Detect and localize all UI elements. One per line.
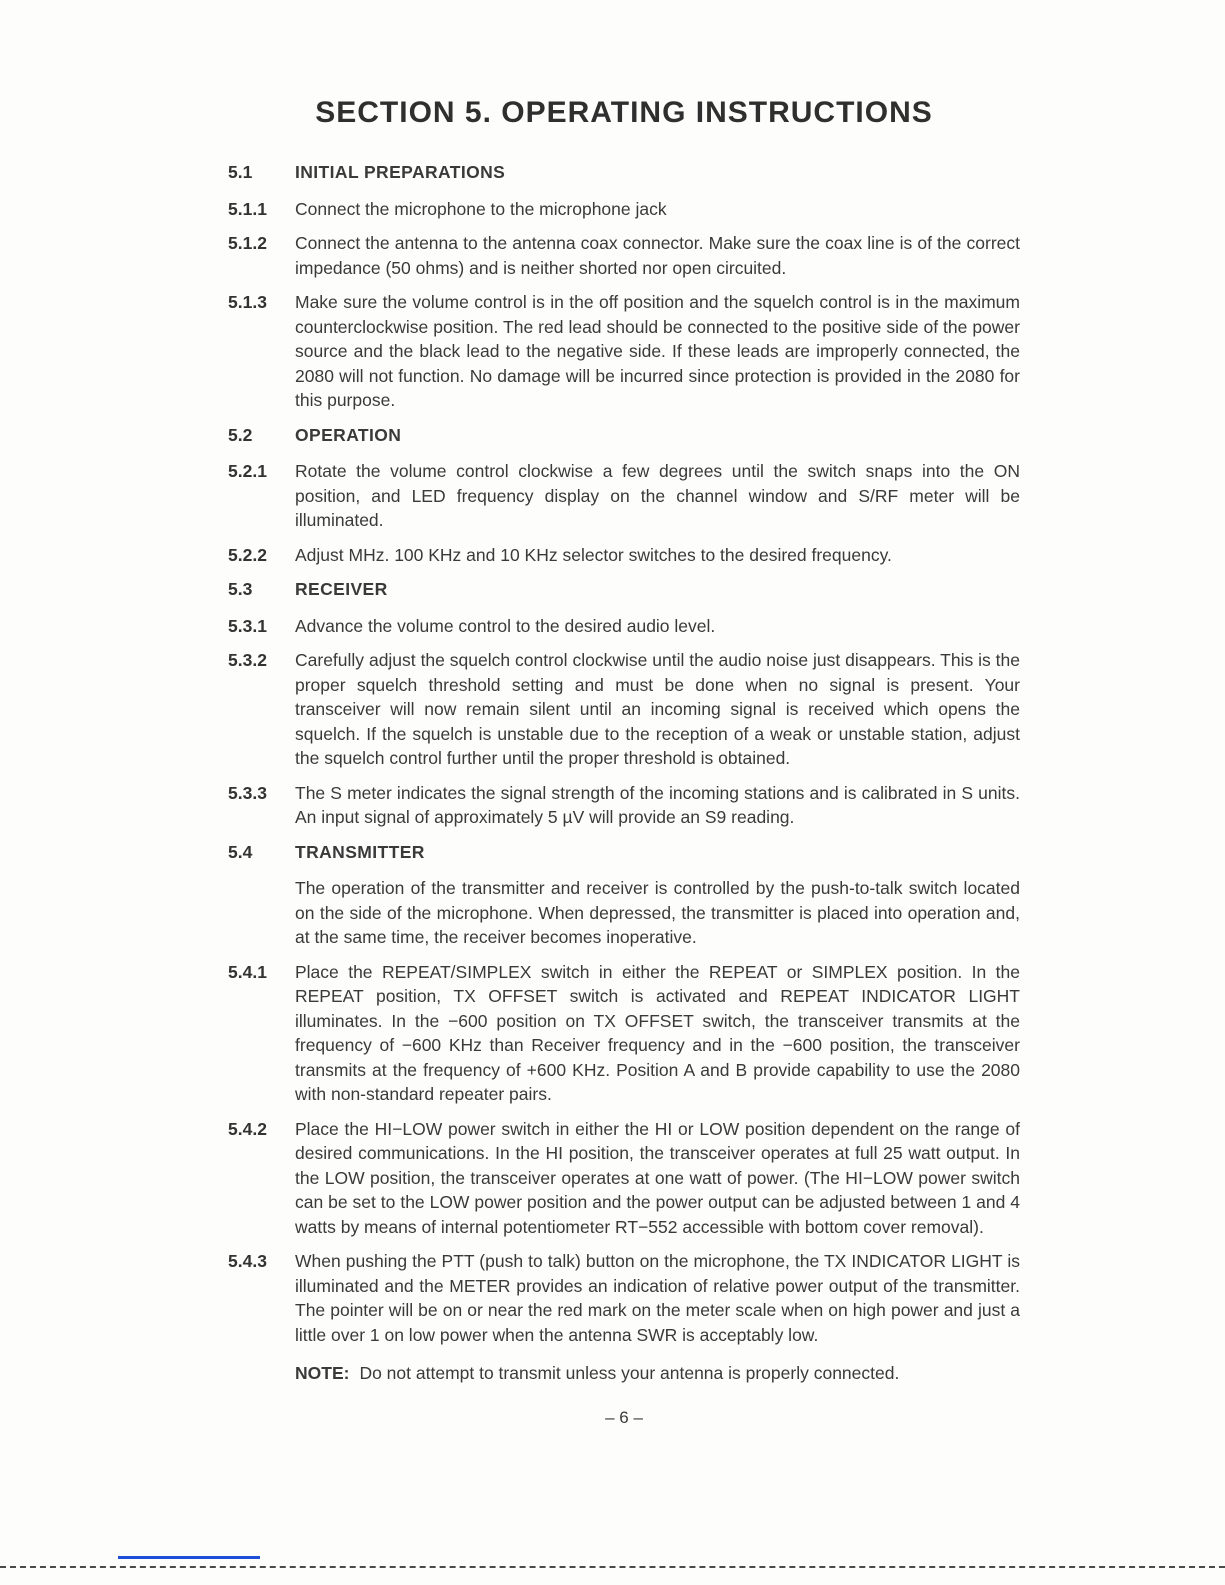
paragraph-5-1-2 xyxy=(228,231,1020,280)
paragraph-5-4-intro xyxy=(228,876,1020,950)
paragraph-text: Place the REPEAT/SIMPLEX switch in either the REPEAT or SIMPLEX position. In the REPEAT position, TX OFFSET switch is activated and REPEAT INDICATOR LIGHT illuminates. In the −600 position on TX OFFSET switch, the transceiver transmits at the frequency of −600 KHz than Receiver frequency and in the −600 position, the transceiver transmits at the frequency of +600 KHz. Position A and B provide capability to use the 2080 with non-standard repeater pairs. xyxy=(295,961,1020,1104)
item-number: 5.1.3 xyxy=(228,292,267,312)
paragraph-text: Advance the volume control to the desired audio level. xyxy=(295,615,716,636)
item-number: 5.1.2 xyxy=(228,233,267,253)
paragraph-text: Place the HI−LOW power switch in either the HI or LOW position dependent on the range of desired communications. In the HI position, the transceiver operates at full 25 watt output. In the LOW position, the transceiver operates at one watt of power. (The HI−LOW power switch can be set to the LOW power position and the power output can be adjusted between 1 and 4 watts by means of internal potentiometer RT−552 accessible with bottom cover removal). xyxy=(295,1118,1020,1237)
paragraph-5-2-2 xyxy=(228,543,1020,568)
section-heading-text: RECEIVER xyxy=(295,579,388,599)
item-number: 5.4.1 xyxy=(228,961,267,982)
section-number: 5.1 xyxy=(228,162,253,182)
paragraph-text: Connect the microphone to the microphone jack xyxy=(295,198,667,219)
section-number: 5.2 xyxy=(228,424,253,445)
section-heading-5-3 xyxy=(228,577,1020,602)
paragraph-5-4-1 xyxy=(228,960,1020,1107)
item-number: 5.2.2 xyxy=(228,544,267,565)
section-number: 5.3 xyxy=(228,579,253,599)
paragraph-5-4-3 xyxy=(228,1249,1020,1347)
paragraph-text: Connect the antenna to the antenna coax connector. Make sure the coax line is of the correct impedance (50 ohms) and is neither shorted nor open circuited. xyxy=(295,233,1020,278)
section-heading-5-1 xyxy=(228,160,1020,185)
section-heading-text: INITIAL PREPARATIONS xyxy=(295,162,506,182)
paragraph-5-3-1 xyxy=(228,614,1020,639)
paragraph-5-1-1 xyxy=(228,197,1020,222)
footer-blue-underline xyxy=(118,1556,260,1559)
paragraph-text: The S meter indicates the signal strength of the incoming stations and is calibrated in S units. An input signal of approximately 5 µV will provide an S9 reading. xyxy=(295,782,1020,827)
paragraph-5-2-1 xyxy=(228,459,1020,533)
section-heading-5-2 xyxy=(228,423,1020,448)
footer-scan-edge-line xyxy=(0,1566,1225,1568)
item-number: 5.3.1 xyxy=(228,615,267,636)
item-number: 5.1.1 xyxy=(228,198,267,219)
paragraph-5-1-3 xyxy=(228,290,1020,413)
section-heading-text: OPERATION xyxy=(295,424,402,445)
note-spacer xyxy=(228,1361,295,1386)
paragraph-5-4-2 xyxy=(228,1117,1020,1240)
note-paragraph xyxy=(228,1361,1020,1386)
page-title: SECTION 5. OPERATING INSTRUCTIONS xyxy=(315,96,933,129)
item-number xyxy=(228,876,295,950)
paragraph-text: Adjust MHz. 100 KHz and 10 KHz selector switches to the desired frequency. xyxy=(295,544,892,565)
note-label: NOTE: xyxy=(295,1363,350,1383)
paragraph-text: The operation of the transmitter and receiver is controlled by the push-to-talk switch located on the side of the microphone. When depressed, the transmitter is placed into operation and, at the same time, the receiver becomes inoperative. xyxy=(295,878,1020,947)
page-content xyxy=(228,96,1020,1428)
section-heading-text: TRANSMITTER xyxy=(295,841,425,862)
section-heading-5-4 xyxy=(228,840,1020,865)
item-number: 5.3.2 xyxy=(228,650,267,670)
item-number: 5.3.3 xyxy=(228,782,267,803)
paragraph-text: Carefully adjust the squelch control clockwise until the audio noise just disappears. This is the proper squelch threshold setting and must be done when no signal is present. Your transceiver will now remain silent until an incoming signal is received which opens the squelch. If the squelch is unstable due to the reception of a weak or unstable station, adjust the squelch control further until the proper threshold is obtained. xyxy=(295,650,1020,768)
item-number: 5.4.2 xyxy=(228,1118,267,1139)
paragraph-text: When pushing the PTT (push to talk) button on the microphone, the TX INDICATOR LIGHT is illuminated and the METER provides an indication of relative power output of the transmitter. The pointer will be on or near the red mark on the meter scale when on high power and just a little over 1 on low power when the antenna SWR is acceptably low. xyxy=(295,1251,1020,1345)
page-number: – 6 – xyxy=(605,1407,643,1427)
item-number: 5.2.1 xyxy=(228,461,267,481)
paragraph-text: Make sure the volume control is in the off position and the squelch control is in the maximum counterclockwise position. The red lead should be connected to the positive side of the power source and the black lead to the negative side. If these leads are improperly connected, the 2080 will not function. No damage will be incurred since protection is provided in the 2080 for this purpose. xyxy=(295,292,1020,410)
paragraph-5-3-3 xyxy=(228,781,1020,830)
paragraph-5-3-2 xyxy=(228,648,1020,771)
section-number: 5.4 xyxy=(228,841,253,862)
paragraph-text: Rotate the volume control clockwise a few degrees until the switch snaps into the ON position, and LED frequency display on the channel window and S/RF meter will be illuminated. xyxy=(295,461,1020,530)
note-text: Do not attempt to transmit unless your antenna is properly connected. xyxy=(359,1363,900,1383)
item-number: 5.4.3 xyxy=(228,1251,267,1271)
